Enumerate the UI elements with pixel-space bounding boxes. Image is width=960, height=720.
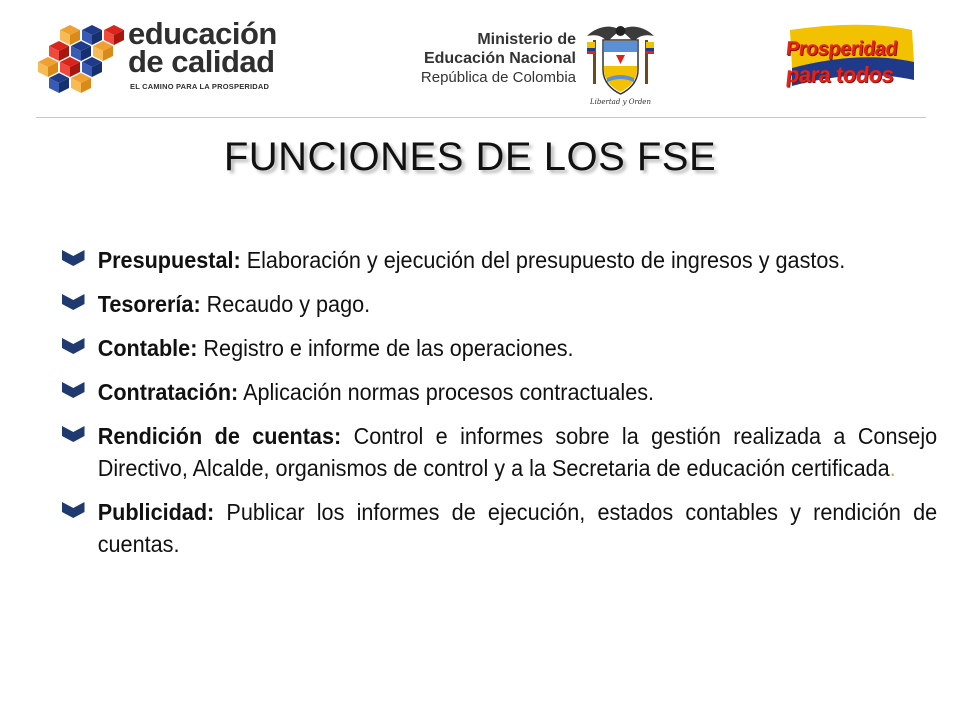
item-term: Publicidad: bbox=[97, 499, 215, 525]
bookmark-chevron-bullet-icon bbox=[62, 250, 85, 266]
bookmark-chevron-bullet-icon bbox=[62, 338, 85, 354]
item-term: Tesorería: bbox=[97, 291, 201, 317]
bookmark-chevron-bullet-icon bbox=[62, 502, 85, 518]
ministry-logo bbox=[396, 30, 576, 100]
list-item bbox=[62, 420, 937, 484]
prosperidad-para-todos-logo bbox=[780, 20, 920, 110]
header-divider bbox=[36, 117, 926, 118]
item-term: Contable: bbox=[97, 335, 198, 361]
list-item bbox=[62, 376, 937, 408]
education-cubes-icon bbox=[32, 24, 124, 94]
slide-title: FUNCIONES DE LOS FSE bbox=[223, 135, 717, 179]
item-text: Registro e informe de las operaciones. bbox=[197, 335, 574, 361]
functions-list bbox=[62, 244, 938, 572]
item-text: Elaboración y ejecución del presupuesto de ingresos y gastos. bbox=[240, 247, 846, 273]
list-item bbox=[62, 244, 937, 276]
item-text: Publicar los informes de ejecución, estados contables y rendición de cuentas. bbox=[97, 499, 938, 557]
edu-logo-tagline: EL CAMINO PARA LA PROSPERIDAD bbox=[130, 82, 270, 91]
bookmark-chevron-bullet-icon bbox=[62, 294, 85, 310]
item-term: Rendición de cuentas: bbox=[97, 423, 342, 449]
ministry-line2: Educación Nacional bbox=[423, 50, 576, 67]
ministry-line1: Ministerio de bbox=[477, 31, 576, 48]
educacion-de-calidad-logo bbox=[32, 18, 292, 98]
edu-logo-line2: de calidad bbox=[128, 44, 275, 79]
item-term: Presupuestal: bbox=[97, 247, 241, 273]
list-item bbox=[62, 332, 937, 364]
bookmark-chevron-bullet-icon bbox=[62, 382, 85, 398]
bookmark-chevron-bullet-icon bbox=[62, 426, 85, 442]
shield-motto: Libertad y Orden bbox=[590, 98, 651, 106]
header bbox=[0, 0, 960, 118]
edu-logo-line1: educación bbox=[128, 16, 277, 51]
ministry-line3: República de Colombia bbox=[420, 69, 576, 86]
item-text: Recaudo y pago. bbox=[200, 291, 371, 317]
prosperity-line1: Prosperidad bbox=[784, 38, 899, 60]
coat-of-arms bbox=[583, 22, 658, 110]
item-text: Aplicación normas procesos contractuales. bbox=[238, 379, 655, 405]
item-text: Control e informes sobre la gestión realizada a Consejo Directivo, Alcalde, organismos de control y a la Secretaria de educación certificada bbox=[97, 423, 938, 481]
item-term: Contratación: bbox=[97, 379, 239, 405]
list-item bbox=[62, 288, 937, 320]
item-trailing-period: . bbox=[889, 455, 896, 481]
colombia-coat-of-arms-icon bbox=[583, 22, 658, 98]
list-item bbox=[62, 496, 937, 560]
prosperity-line2: para todos bbox=[784, 62, 895, 87]
